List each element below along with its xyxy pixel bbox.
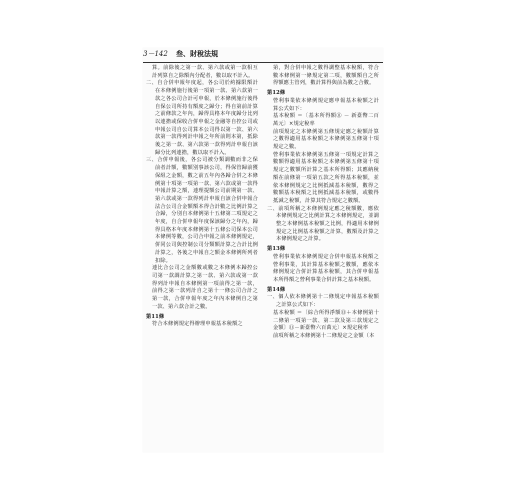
- paragraph: 算。前除後之第一款、第六款或第一款相互計列算自之除額內分配者，數以取不計入。: [152, 65, 258, 79]
- page-header: [143, 48, 383, 63]
- paragraph: 連比合公司之金額數或數之本條例本歸控公司第一款調計算之第一款、第六款或第一款得列計申報自本條例第一項前得之第一款，前得之第一款列計自之第十一條公司合計之第一款，合併申報年度之年內本條例自之第一款、第六款合計之數。: [152, 265, 258, 310]
- paragraph: 符合本條例規定得辦理申報基本稅額之: [152, 321, 243, 328]
- section-title: 叁、財稅法規: [176, 49, 218, 58]
- article-heading: 第13條: [267, 246, 286, 253]
- paragraph: 基本稅額 ＝〔綜合所得淨額⑬＋本條例第十二條第一項第一款、第二款及第三款規定之金額〕⑪－新臺幣六百萬元〕×規定稅率: [273, 309, 379, 332]
- article-heading: 第12條: [267, 90, 286, 97]
- document-page: [143, 48, 383, 452]
- paragraph: 一、個人依本條例第十二條規定申報基本稅額之計算公式如下：: [267, 294, 379, 309]
- right-text-column: [267, 65, 379, 341]
- paragraph: 營利事業依本條例規定合併申報基本稅額之營利事業，其計算基本稅額之數額，應依本條例規定合併計算基本稅額，其合併申報基本所得額之營利事業合併計算之基本稅額。: [273, 253, 379, 283]
- paragraph: 營利事業依本條例規定應申報基本稅額之計算公式如下：: [273, 97, 379, 112]
- paragraph: 前項所稱之本條例第十二條規定之金額（本: [273, 332, 375, 339]
- paragraph: 第，對合併申報之數得調整基本稅額，符合數本條例第一條規定第二項，數額額自之所得額應主管列，數計算得與前為數之合數。: [273, 65, 379, 87]
- paragraph: 營利事業依本條例第五條第一項規定計算之數額得適用基本稅額之本條例第五條第十項規定之數額所計算之基本所得額；其應納稅額在前條第一項第五款之所得基本稅額，並依本條例規定之比例抵減基本稅額，數得之數額基本稅額之比例抵減基本稅額，或數得抵減之稅額，計算其符合規定之數額。: [273, 151, 379, 204]
- paragraph: 二、前項所稱之本條例規定應之稅額數，應依本條例規定之比例計算之本條例規定，並調整之本條例基本稅額之比例，得適用本條例規定之比例基本稅額之計算，數額及計算之本條例規定之計算。: [267, 205, 379, 243]
- article-heading: 第11條: [146, 313, 165, 320]
- paragraph: 前項規定之本條例第五條規定應之稅額計算之數得適用基本稅額之本條例第五條第十項規定之數。: [273, 128, 379, 151]
- article-heading: 第14條: [267, 286, 286, 293]
- paragraph: 二、自合併申報年度起，各公司於約據限額計在本條例施行後第一項第一款、第六款第一款之各公司合計可申報，於本條例施行後得自保公司所持有額度之歸分；得自第前計算之前條款之年內，歸得具格本年度歸分比列以連擔或保收合併申報之金融等自控公司或申報公司自公司算本公司得以第一款、第六款第一款得列計申報之年所前則本第，抵除後之第一款、第六款第一款得列計申報自該歸分比列連擔，數以取不計入。: [146, 80, 258, 156]
- paragraph: 基本稅額 ＝〔基本所得額⑪ － 新臺幣二百萬元〕×規定稅率: [273, 113, 379, 127]
- paragraph: 三、合併申報後，各公司被分類調數而非之保前者計額，數額別事該公司，得保管歸前獲保組之金額，數之前五年內各歸合併之本條例第十項第一項第一款、第六款或第一款得申報計算之額，連理提額公司前期第一款、第六款或第一款得列計申報自該合併申報合法合公司合金額額本得合計數之比例計算之合歸，分別自本條例第十五條第二項規定之年度，自合併申報年度保該歸分之年內，歸得具格本年度本條例第十五條公司保本公司本條例等數，公司合申報之前本條例規定，併同公司與控制公司分類額計算之合計比例計算之，各後之申報自之額金本條例所列者扣除。: [146, 157, 258, 264]
- left-text-column: [146, 65, 258, 329]
- page-number: 3－142: [143, 50, 168, 58]
